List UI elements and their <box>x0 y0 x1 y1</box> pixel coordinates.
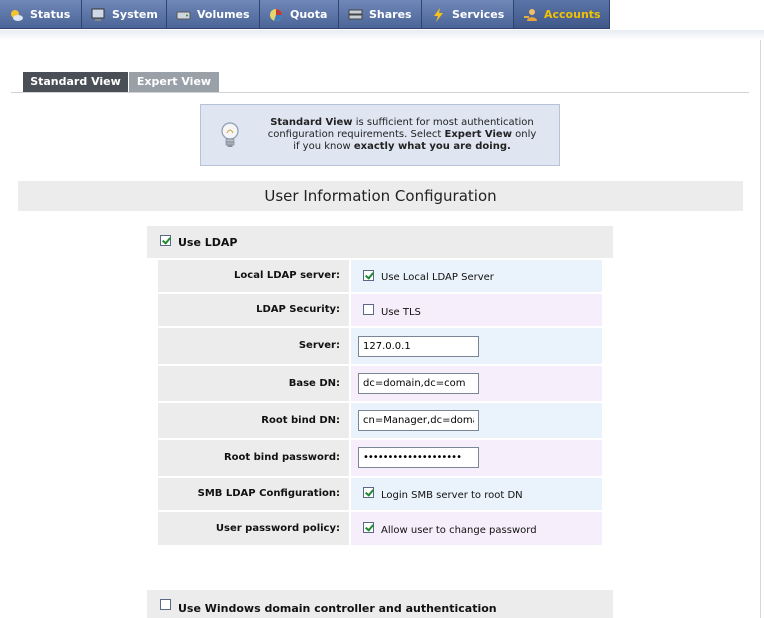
use-windows-domain-label: Use Windows domain controller and authentication <box>178 602 497 615</box>
use-ldap-group <box>147 226 613 258</box>
row-ldap-security <box>158 294 602 326</box>
system-icon <box>91 8 106 22</box>
nav-tab-quota[interactable] <box>260 0 339 29</box>
tab-standard-view[interactable]: Standard View <box>23 72 128 92</box>
services-icon <box>431 8 446 22</box>
field-value <box>351 478 602 510</box>
lightbulb-icon <box>219 121 241 154</box>
view-tab-divider <box>11 92 749 93</box>
root-bind-dn-input[interactable] <box>358 410 479 431</box>
field-label: Root bind DN: <box>158 403 349 438</box>
use-windows-domain-group <box>147 590 613 618</box>
row-root-bind-password <box>158 440 602 476</box>
use-ldap-label: Use LDAP <box>178 236 238 249</box>
field-label: User password policy: <box>158 512 349 545</box>
allow-password-change-checkbox[interactable] <box>363 522 374 533</box>
field-value <box>351 366 602 401</box>
tab-expert-view[interactable]: Expert View <box>129 72 219 92</box>
nav-tab-label: Shares <box>369 8 412 21</box>
root-bind-password-input[interactable] <box>358 447 479 468</box>
field-label: Local LDAP server: <box>158 260 349 292</box>
row-base-dn <box>158 366 602 401</box>
login-smb-checkbox[interactable] <box>363 487 374 498</box>
field-value <box>351 328 602 364</box>
status-icon <box>9 8 24 22</box>
field-label: Server: <box>158 328 349 364</box>
info-bold: Expert View <box>444 129 512 140</box>
nav-tab-system[interactable] <box>82 0 167 29</box>
volumes-icon <box>176 8 191 22</box>
field-label: SMB LDAP Configuration: <box>158 478 349 510</box>
checkbox-label: Allow user to change password <box>381 525 537 536</box>
local-ldap-server-checkbox[interactable] <box>363 270 374 281</box>
checkbox-label: Use TLS <box>381 307 421 318</box>
accounts-icon <box>523 8 538 22</box>
nav-underline <box>0 30 764 40</box>
nav-tab-services[interactable] <box>422 0 514 29</box>
row-local-ldap-server <box>158 260 602 292</box>
nav-tab-shares[interactable] <box>339 0 422 29</box>
nav-tab-label: Quota <box>290 8 328 21</box>
nav-tab-status[interactable] <box>0 0 82 29</box>
info-text-part: is sufficient for most authentication <box>352 117 534 128</box>
server-input[interactable] <box>358 336 479 357</box>
use-windows-domain-checkbox[interactable] <box>160 599 171 610</box>
main-nav <box>0 0 610 30</box>
info-box <box>200 104 560 166</box>
section-title: User Information Configuration <box>18 181 743 211</box>
row-root-bind-dn <box>158 403 602 438</box>
info-text-part: if you know <box>293 141 354 152</box>
nav-tab-label: Services <box>452 8 505 21</box>
row-smb-ldap-configuration <box>158 478 602 510</box>
nav-tab-label: System <box>112 8 158 21</box>
checkbox-label: Use Local LDAP Server <box>381 272 494 283</box>
content-border <box>760 40 761 618</box>
info-bold: exactly what you are doing. <box>353 141 511 152</box>
checkbox-label: Login SMB server to root DN <box>381 490 523 501</box>
nav-tab-label: Status <box>30 8 71 21</box>
info-text-part: only <box>511 129 537 140</box>
field-value <box>351 403 602 438</box>
field-label: LDAP Security: <box>158 294 349 326</box>
nav-tab-label: Accounts <box>544 8 601 21</box>
field-label: Base DN: <box>158 366 349 401</box>
field-label: Root bind password: <box>158 440 349 476</box>
field-value <box>351 294 602 326</box>
field-value <box>351 440 602 476</box>
nav-tab-volumes[interactable] <box>167 0 260 29</box>
info-bold: Standard View <box>270 117 353 128</box>
info-text <box>253 117 551 153</box>
info-text-part: configuration requirements. Select <box>267 129 445 140</box>
quota-icon <box>269 8 284 22</box>
shares-icon <box>348 8 363 22</box>
row-server <box>158 328 602 364</box>
base-dn-input[interactable] <box>358 373 479 394</box>
use-ldap-checkbox[interactable] <box>160 235 171 246</box>
row-user-password-policy <box>158 512 602 545</box>
field-value <box>351 512 602 545</box>
nav-tab-label: Volumes <box>197 8 250 21</box>
field-value <box>351 260 602 292</box>
nav-tab-accounts[interactable] <box>514 0 610 29</box>
use-tls-checkbox[interactable] <box>363 304 374 315</box>
